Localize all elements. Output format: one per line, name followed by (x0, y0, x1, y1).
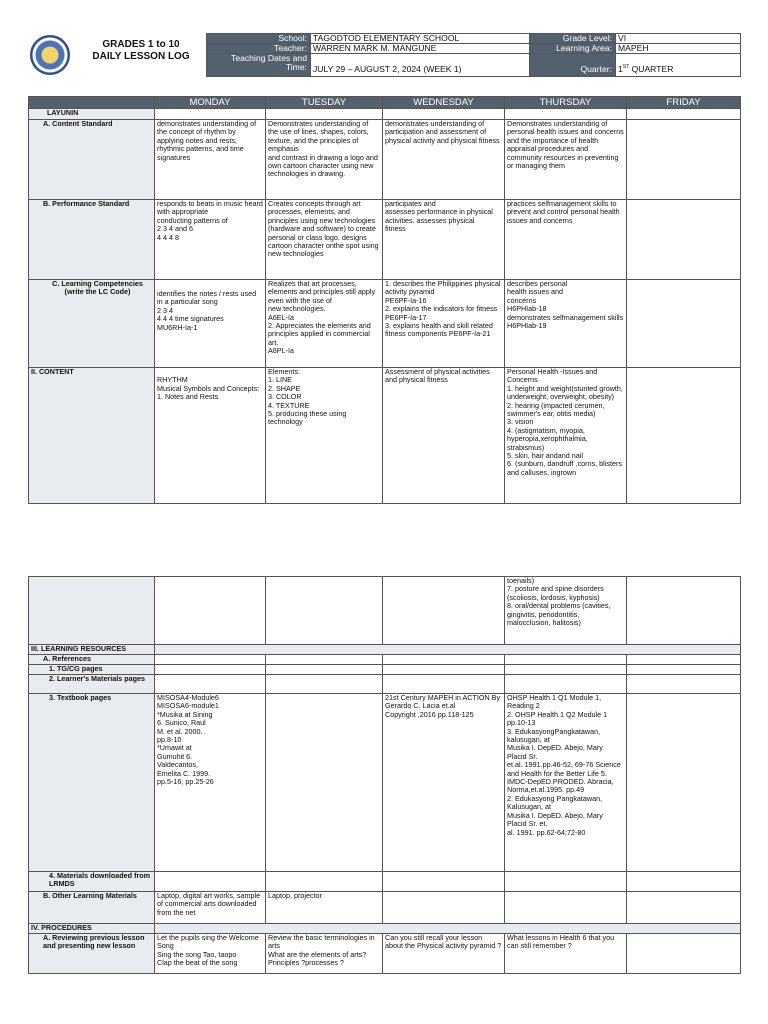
dates-label-line1: Teaching Dates and (231, 53, 307, 63)
layunin-tue (266, 109, 383, 120)
section-fill (155, 924, 741, 934)
cell-mon: MISOSA4-Module6 MISOSA6-module1 *Musika at Sining 6. Sunico, Raul M. et al. 2000. pp.8-10 *Umawit at Gumuhit 6. Valdecantos, Emelita C. 1999. pp.5-16, pp.25-26 (155, 694, 266, 872)
cell-wed: demonstrates understanding of participation and assessment of physical activity and physical fitness (383, 120, 505, 200)
dates-label-line2: Time: (285, 62, 307, 72)
header-info-table (206, 33, 741, 77)
cell-tue: Realizes that art processes, elements and principles still apply even with the use of new technologies. A6EL-Ia 2. Appreciates the elements and principles applied in commercial art. A6PL-Ia (266, 280, 383, 368)
cell-fri (627, 934, 741, 974)
grade-value: VI (616, 34, 741, 44)
cell-mon: Let the pupils sing the Welcome Song Sing the song Tao, taopo Clap the beat of the song (155, 934, 266, 974)
cell-tue: Demonstrates understanding of the use of lines, shapes, colors, texture, and the principles of emphasis and contrast in drawing a logo and own cartoon character using new technologies in drawing. (266, 120, 383, 200)
cell-thu (505, 675, 627, 694)
quarter-text: QUARTER (631, 64, 674, 74)
cell-mon (155, 655, 266, 665)
row-label: C. Learning Competencies (write the LC Code) (29, 280, 155, 368)
row-label: B. Performance Standard (29, 200, 155, 280)
cell-wed (383, 665, 505, 675)
cell-mon (155, 872, 266, 892)
area-value: MAPEH (616, 44, 741, 54)
dates-text: JULY 29 – AUGUST 2, 2024 (WEEK 1) (313, 64, 462, 74)
table-row (29, 577, 741, 645)
table-row (29, 368, 741, 504)
teacher-label: Teacher: (207, 44, 311, 54)
cell-fri (627, 655, 741, 665)
quarter-label (530, 54, 616, 77)
cell-tue: Creates concepts through art processes, elements, and principles using new technologies (hardware and software) to create personal or class logo. designs cartoon character onthe spot using new technologies (266, 200, 383, 280)
cell-tue (266, 694, 383, 872)
cell-tue: Laptop, projector (266, 892, 383, 924)
area-label: Learning Area: (530, 44, 616, 54)
cell-fri (627, 280, 741, 368)
table-row (29, 280, 741, 368)
table-row (29, 675, 741, 694)
lesson-table-page2 (28, 576, 741, 974)
cell-wed (383, 655, 505, 665)
row-label: A. References (29, 655, 155, 665)
quarter-suffix: ST (622, 64, 630, 71)
cell-wed (383, 872, 505, 892)
cell-thu (505, 665, 627, 675)
cell-thu: What lessons in Health 6 that you can still remember ? (505, 934, 627, 974)
cell-wed (383, 892, 505, 924)
layunin-thu (505, 109, 627, 120)
school-label: School: (207, 34, 311, 44)
cell-fri (627, 577, 741, 645)
cell-thu: Personal Health -Issues and Concerns 1. height and weight(stunted growth, underweight, overweight, obesity) 2. hearing (impacted cerumen, swimmer's ear, otitis media) 3. vision 4. (astigmatism, myopia, hyperopia,xerophthalmia, strabismus) 5. skin, hair andand nail 6. (sunburn, dandruff ,corns, blisters and calluses, ingrown (505, 368, 627, 504)
day-header-monday: MONDAY (155, 97, 266, 109)
title-line2: DAILY LESSON LOG (92, 51, 190, 62)
cell-mon: demonstrates understanding of the concept of rhythm by applying notes and rests, rhythmic patterns, and time signatures (155, 120, 266, 200)
table-row (29, 120, 741, 200)
cell-tue: Review the basic terminologies in arts What are the elements of arts? Principles ?processes ? (266, 934, 383, 974)
row-label: A. Reviewing previous lesson and presenting new lesson (29, 934, 155, 974)
day-header-friday: FRIDAY (627, 97, 741, 109)
deped-seal-icon (30, 35, 70, 75)
cell-wed (383, 577, 505, 645)
cell-fri (627, 368, 741, 504)
cell-tue: Elements: 1. LINE 2. SHAPE 3. COLOR 4. TEXTURE 5. producing these using technology (266, 368, 383, 504)
cell-wed: Assessment of physical activities and physical fitness (383, 368, 505, 504)
cell-tue (266, 577, 383, 645)
layunin-fri (627, 109, 741, 120)
cell-mon: RHYTHM Musical Symbols and Concepts: 1. Notes and Rests (155, 368, 266, 504)
table-row (29, 200, 741, 280)
dates-label (207, 54, 311, 77)
cell-thu: toenails) 7. posture and spine disorders (scoliosis, lordosis, kyphosis) 8. oral/dental problems (cavities, gingivitis, periodontitis, malocclusion, halitosis) (505, 577, 627, 645)
cell-mon (155, 665, 266, 675)
table-row (29, 892, 741, 924)
corner-cell (29, 97, 155, 109)
cell-wed: 21st Century MAPEH in ACTION By Gerardo C. Lacia et.al Copyright ,2016 pp.118-125 (383, 694, 505, 872)
quarter-number: 1 (618, 64, 623, 74)
cell-fri (627, 694, 741, 872)
row-label: II. CONTENT (29, 368, 155, 504)
layunin-mon (155, 109, 266, 120)
row-label (29, 577, 155, 645)
cell-mon (155, 577, 266, 645)
table-row (29, 694, 741, 872)
cell-tue (266, 655, 383, 665)
row-label: B. Other Learning Materials (29, 892, 155, 924)
day-header-thursday: THURSDAY (505, 97, 627, 109)
quarter-label-text: Quarter: (580, 64, 612, 74)
table-row (29, 872, 741, 892)
layunin-wed (383, 109, 505, 120)
section-fill (155, 645, 741, 655)
cell-thu: describes personal health issues and concerns H6PHIab-18 demonstrates selfmanagement skills H6PHIab-19 (505, 280, 627, 368)
cell-tue (266, 665, 383, 675)
cell-thu (505, 655, 627, 665)
cell-mon: Laptop, digital art works, sample of commercial arts downloaded from the net (155, 892, 266, 924)
cell-mon (155, 675, 266, 694)
row-label: 4. Materials downloaded from LRMDS (29, 872, 155, 892)
cell-wed: 1. describes the Philippines physical activity pyramid PE6PF-Ia-16 2. explains the indicators for fitness PE6PF-Ia-17 3. explains health and skill related fitness components PE6PF-Ia-21 (383, 280, 505, 368)
day-header-tuesday: TUESDAY (266, 97, 383, 109)
lesson-table-page1 (28, 96, 741, 504)
cell-thu: OHSP Health 1 Q1 Module 1, Reading 2 2. OHSP Health 1 Q2 Module 1 pp.10-13 3. EdukasyongPangkatawan, kalusugan, at Musika I. DepED. Abejo, Mary Placid Sr. et.al. 1991.pp.46-52, 69-76 Science and Health for the Better Life 5. IMDC-DepED.PRODED. Abracia, Norma,et.al.1995. pp.49 2. Edukasyong Pangkatawan, Kalusugan, at Musika I. DepED. Abejo, Mary Placid Sr. et. al. 1991. pp.62-64;72-80 (505, 694, 627, 872)
row-label: 2. Learner's Materials pages (29, 675, 155, 694)
layunin-label: LAYUNIN (29, 109, 155, 120)
cell-fri (627, 892, 741, 924)
cell-fri (627, 200, 741, 280)
school-value: TAGODTOD ELEMENTARY SCHOOL (311, 34, 530, 44)
cell-tue (266, 872, 383, 892)
header-block (28, 33, 740, 79)
cell-wed: participates and assesses performance in physical activities. assesses physical fitness (383, 200, 505, 280)
cell-thu (505, 892, 627, 924)
dates-value (311, 54, 530, 77)
cell-fri (627, 120, 741, 200)
cell-wed (383, 675, 505, 694)
section-learning-resources: III. LEARNING RESOURCES (29, 645, 155, 655)
cell-thu: practices selfmanagement skills to prevent and control personal health issues and concerns (505, 200, 627, 280)
cell-mon: identifies the notes / rests used in a particular song 2 3 4 4 4 4 time signatures MU6RH-Ia-1 (155, 280, 266, 368)
cell-fri (627, 665, 741, 675)
quarter-value (616, 54, 741, 77)
cell-thu: Demonstrates understanding of personal health issues and concerns and the importance of health appraisal procedures and community resources in preventing or managing them (505, 120, 627, 200)
title-line1: GRADES 1 to 10 (102, 39, 180, 50)
cell-thu (505, 872, 627, 892)
row-label: 3. Textbook pages (29, 694, 155, 872)
table-row (29, 934, 741, 974)
cell-fri (627, 872, 741, 892)
table-row (29, 655, 741, 665)
section-procedures: IV. PROCEDURES (29, 924, 155, 934)
cell-tue (266, 675, 383, 694)
row-label: A. Content Standard (29, 120, 155, 200)
cell-wed: Can you still recall your lesson about the Physical activity pyramid ? (383, 934, 505, 974)
teacher-value: WARREN MARK M. MANGUNE (311, 44, 530, 54)
cell-mon: responds to beats in music heard with appropriate conducting patterns of 2 3 4 and 6 4 4 4 8 (155, 200, 266, 280)
row-label: 1. TG/CG pages (29, 665, 155, 675)
cell-fri (627, 675, 741, 694)
table-row (29, 665, 741, 675)
grade-label: Grade Level: (530, 34, 616, 44)
day-header-wednesday: WEDNESDAY (383, 97, 505, 109)
